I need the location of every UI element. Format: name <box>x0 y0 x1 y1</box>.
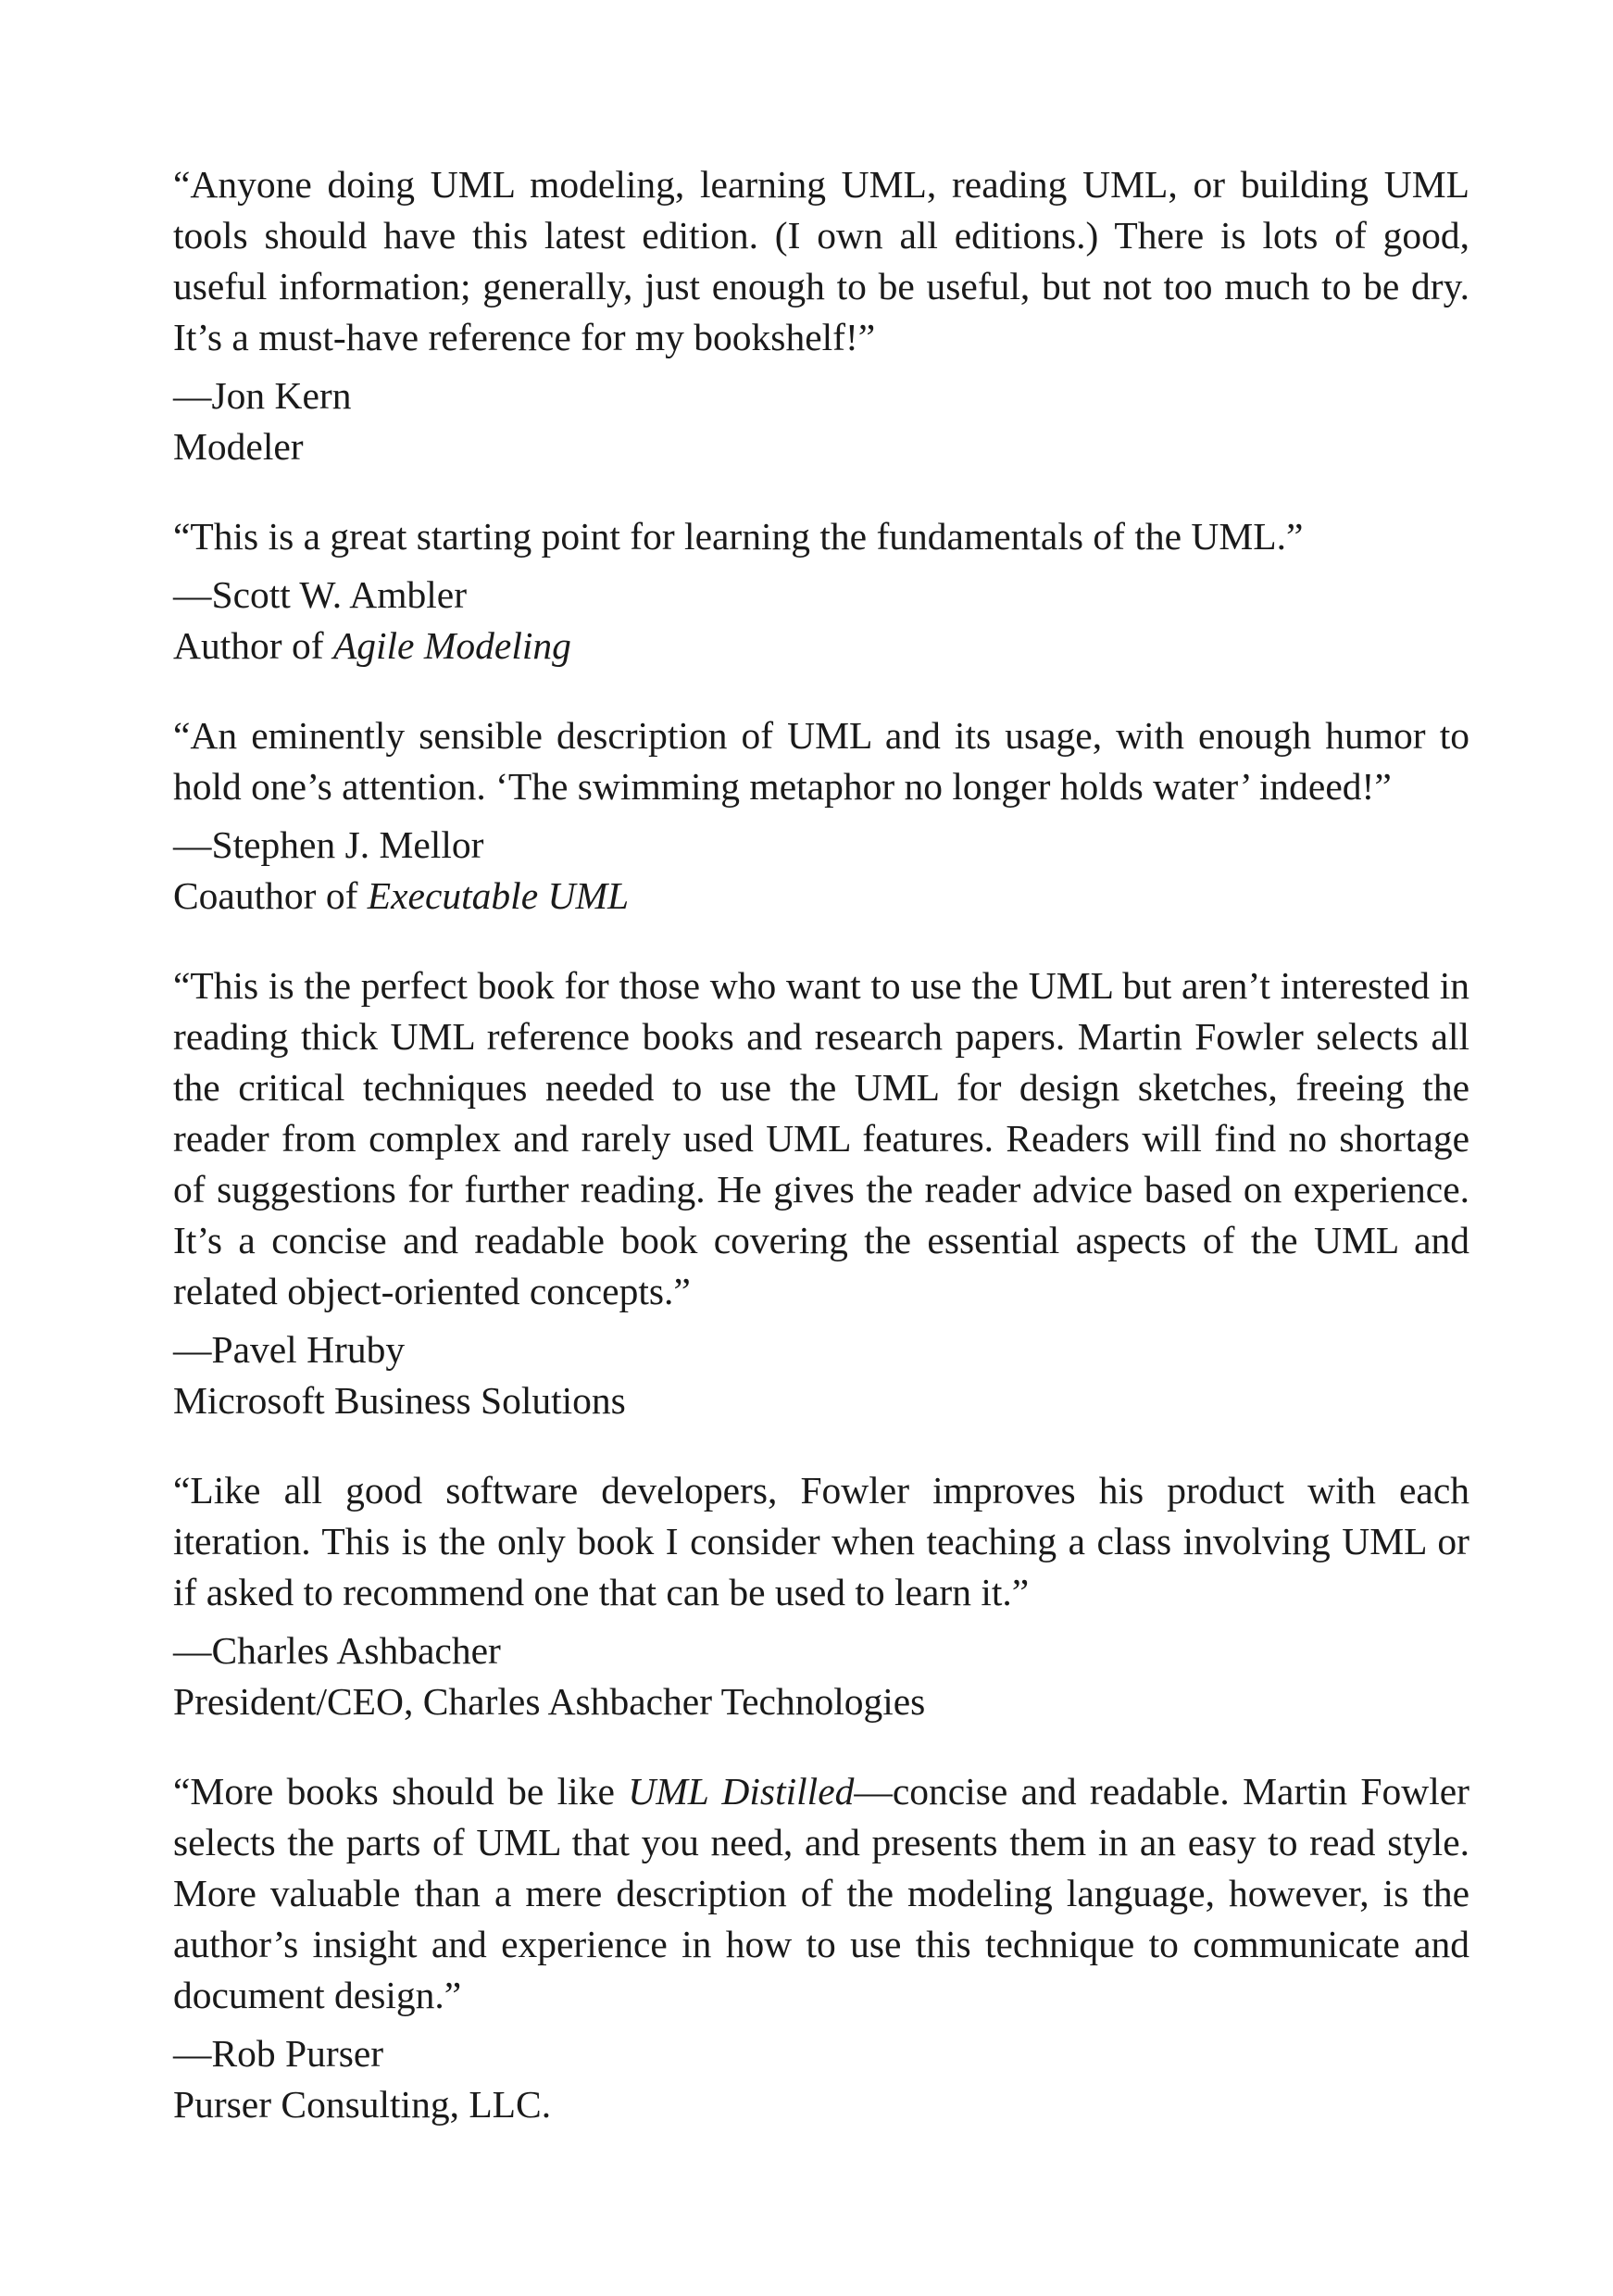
testimonial-attribution <box>173 1324 1469 1426</box>
testimonial-role: President/CEO, Charles Ashbacher Technologies <box>173 1680 926 1723</box>
testimonial-attribution <box>173 1625 1469 1727</box>
testimonial-author: —Stephen J. Mellor <box>173 823 484 866</box>
testimonial-role: Purser Consulting, LLC. <box>173 2083 552 2126</box>
testimonial-role-prefix: Coauthor of <box>173 874 368 917</box>
testimonial-author: —Pavel Hruby <box>173 1328 406 1371</box>
testimonial-rob-purser <box>173 1766 1469 2130</box>
testimonial-book-title: Executable UML <box>367 874 630 917</box>
testimonial-author: —Rob Purser <box>173 2032 384 2075</box>
testimonials-page <box>173 159 1469 2169</box>
testimonial-quote <box>173 1766 1469 2021</box>
testimonial-stephen-mellor <box>173 710 1469 922</box>
testimonial-quote: “Like all good software developers, Fowler improves his product with each iteration. This is the only book I consider when teaching a class involving UML or if asked to recommend one that can be used to learn it.” <box>173 1469 1469 1613</box>
testimonial-charles-ashbacher <box>173 1465 1469 1727</box>
testimonial-quote-book-title: UML Distilled <box>628 1770 855 1813</box>
testimonial-attribution <box>173 2028 1469 2130</box>
testimonial-role: Microsoft Business Solutions <box>173 1379 626 1422</box>
testimonial-quote: “An eminently sensible description of UML and its usage, with enough humor to hold one’s attention. ‘The swimming metaphor no longer holds water’ indeed!” <box>173 714 1469 808</box>
testimonial-author: —Jon Kern <box>173 374 352 417</box>
testimonial-quote: “This is the perfect book for those who want to use the UML but aren’t interested in reading thick UML reference books and research papers. Martin Fowler selects all the critical techniques needed to use the UML for design sketches, freeing the reader from complex and rarely used UML features. Readers will find no shortage of suggestions for further reading. He gives the reader advice based on experience. It’s a concise and readable book covering the essential aspects of the UML and related object-oriented concepts.” <box>173 964 1469 1312</box>
testimonial-role: Modeler <box>173 425 304 468</box>
testimonial-scott-ambler <box>173 511 1469 671</box>
testimonial-quote: “Anyone doing UML modeling, learning UML, reading UML, or building UML tools should have this latest edition. (I own all editions.) There is lots of good, useful information; generally, just enough to be useful, but not too much to be dry. It’s a must-have reference for my bookshelf!” <box>173 163 1469 358</box>
testimonial-role <box>173 621 1469 671</box>
testimonial-pavel-hruby <box>173 960 1469 1426</box>
testimonial-role <box>173 871 1469 922</box>
testimonial-author: —Charles Ashbacher <box>173 1629 501 1672</box>
testimonial-quote-suffix: —concise and readable. Martin Fowler selects the parts of UML that you need, and presents them in an easy to read style. More valuable than a mere description of the modeling language, however, is the author’s insight and experience in how to use this technique to communicate and document design.” <box>173 1770 1469 2016</box>
testimonial-quote-prefix: “More books should be like <box>173 1770 629 1813</box>
testimonial-attribution <box>173 370 1469 472</box>
testimonial-jon-kern <box>173 159 1469 472</box>
testimonial-role-prefix: Author of <box>173 624 333 667</box>
testimonial-attribution <box>173 570 1469 671</box>
testimonial-quote: “This is a great starting point for learning the fundamentals of the UML.” <box>173 515 1304 558</box>
testimonial-author: —Scott W. Ambler <box>173 573 468 616</box>
testimonial-attribution <box>173 820 1469 922</box>
testimonial-book-title: Agile Modeling <box>332 624 571 667</box>
